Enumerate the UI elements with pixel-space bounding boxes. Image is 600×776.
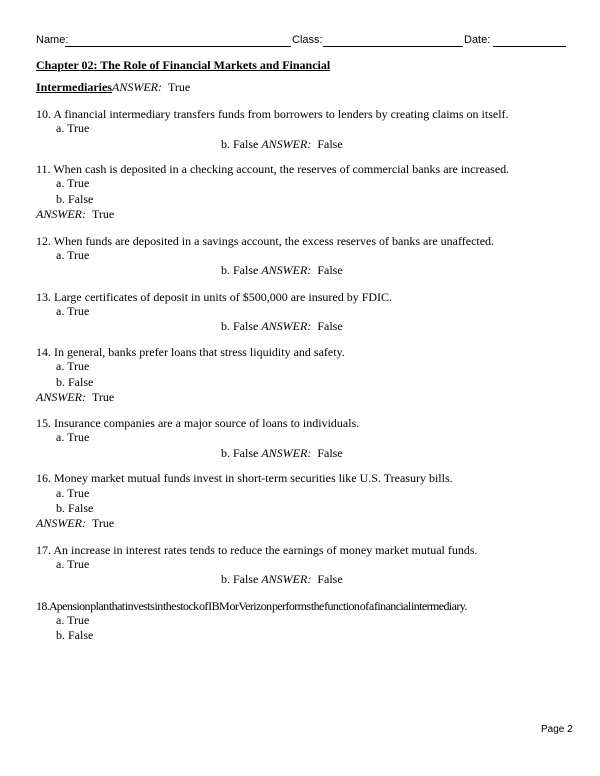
name-label: Name:: [36, 34, 69, 46]
option-a: a. True: [56, 430, 90, 444]
question-text: 18. A pension plan that invests in the stock of IBM or Verizon performs the function of a financial intermediary.: [36, 599, 467, 613]
question-text: 14. In general, banks prefer loans that stress liquidity and safety.: [36, 345, 345, 359]
date-label: Date:: [464, 34, 491, 46]
date-line[interactable]: [493, 46, 566, 47]
question-text: 11. When cash is deposited in a checking account, the reserves of commercial banks are increased.: [36, 162, 510, 176]
question-text: 15. Insurance companies are a major source of loans to individuals.: [36, 416, 360, 430]
class-line[interactable]: [323, 46, 463, 47]
class-label: Class:: [292, 34, 323, 46]
page-number: Page 2: [541, 724, 573, 735]
option-b-answer: [221, 572, 343, 586]
question-text: 13. Large certificates of deposit in units of $500,000 are insured by FDIC.: [36, 290, 393, 304]
answer-label: ANSWER:: [261, 319, 312, 333]
option-b: b. False: [56, 501, 94, 515]
answer-label: ANSWER:: [261, 263, 312, 277]
option-b: b. False: [56, 375, 94, 389]
answer-value: False: [317, 319, 343, 333]
option-b-answer: [221, 263, 343, 277]
answer-value: True: [92, 516, 115, 530]
option-b: b. False: [221, 572, 259, 586]
answer-label: ANSWER:: [36, 390, 86, 404]
option-a: a. True: [56, 613, 90, 627]
answer-label: ANSWER:: [261, 572, 312, 586]
question-text: 16. Money market mutual funds invest in short-term securities like U.S. Treasury bills.: [36, 471, 453, 485]
option-b: b. False: [221, 137, 259, 151]
option-a: a. True: [56, 486, 90, 500]
question-text: 12. When funds are deposited in a savings account, the excess reserves of banks are unaffected.: [36, 234, 495, 248]
option-b-answer: [221, 137, 343, 151]
option-b: b. False: [56, 192, 94, 206]
option-a: a. True: [56, 557, 90, 571]
option-a: a. True: [56, 176, 90, 190]
chapter-title: Chapter 02: The Role of Financial Markets and Financial: [36, 58, 331, 72]
option-b: b. False: [221, 263, 259, 277]
answer-value: False: [317, 137, 343, 151]
answer-value: False: [317, 446, 343, 460]
header-fields: [36, 34, 566, 50]
question-text: 17. An increase in interest rates tends to reduce the earnings of money market mutual funds.: [36, 543, 478, 557]
answer-value: False: [317, 263, 343, 277]
answer-label: ANSWER:: [36, 516, 86, 530]
option-b: b. False: [56, 628, 94, 642]
option-a: a. True: [56, 121, 90, 135]
option-b-answer: [221, 319, 343, 333]
answer-line: [36, 390, 114, 404]
answer-label: ANSWER:: [261, 446, 312, 460]
answer-label: ANSWER:: [111, 80, 162, 94]
answer-value: True: [92, 207, 115, 221]
option-b-answer: [221, 446, 343, 460]
answer-value: True: [92, 390, 115, 404]
answer-value: True: [167, 80, 191, 94]
section-heading: [36, 80, 190, 94]
answer-label: ANSWER:: [36, 207, 86, 221]
option-a: a. True: [56, 304, 90, 318]
option-a: a. True: [56, 359, 90, 373]
question-text: 10. A financial intermediary transfers funds from borrowers to lenders by creating claims on itself.: [36, 107, 509, 121]
answer-label: ANSWER:: [261, 137, 312, 151]
name-line[interactable]: [65, 46, 291, 47]
option-b: b. False: [221, 446, 259, 460]
answer-line: [36, 516, 114, 530]
option-b: b. False: [221, 319, 259, 333]
option-a: a. True: [56, 248, 90, 262]
answer-value: False: [317, 572, 343, 586]
answer-line: [36, 207, 114, 221]
section-title: Intermediaries: [36, 80, 112, 94]
